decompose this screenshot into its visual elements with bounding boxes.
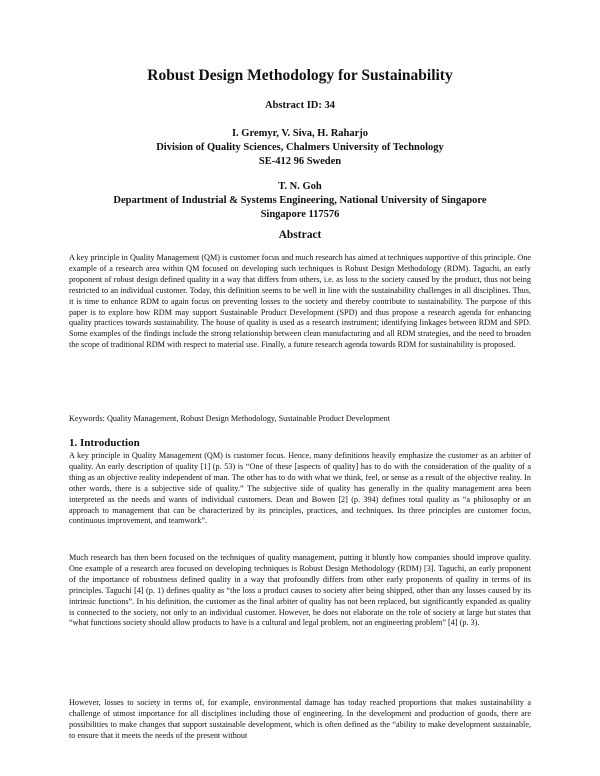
author-address: SE-412 96 Sweden xyxy=(258,156,342,167)
intro-paragraph: A key principle in Quality Management (QM) is customer focus. Hence, many definitions heavily emphasize the customer as an arbiter of quality. An early description of quality [1] (p. 53) is “One of these [aspects of quality] has to do with the consideration of the quality of a thing as an objective reality independent of man. The other has to do with what we think, feel, or sense as a result of the objective reality. In other words, there is a subjective side of quality.” The subjective side of quality has generally in the quality management area been interpreted as the needs and wants of individual customers. Dean and Bowen [2] (p. 394) defines total quality as “a philosophy or an approach to management that can be characterized by its principles, practices, and techniques. Its three principles are customer focus, continuous improvement, and teamwork”. xyxy=(69,451,531,526)
intro-paragraph: Much research has then been focused on the techniques of quality management, putting it bluntly how companies should improve quality. One example of a research area focused on developing techniques is Robust Design Methodology (RDM) [3]. Taguchi, an early proponent of the importance of robustness defined quality in a way that profoundly differs from other early proponents of quality in terms of its principles. Taguchi [4] (p. 1) defines quality as “the loss a product causes to society after being shipped, other than any losses caused by its intrinsic functions”. In his definition, the customer as the final arbiter of quality has not been replaced, but significantly expanded as quality is connected to the society, not only to an individual customer. However, he does not elaborate on the role of society at large but states that “what functions society should allow products to have is a cultural and legal problem, not an engineering problem” [4] (p. 3). xyxy=(69,553,531,628)
abstract-heading: Abstract xyxy=(278,229,322,241)
paper-title: Robust Design Methodology for Sustainability xyxy=(147,67,453,84)
abstract-body: A key principle in Quality Management (QM) is customer focus and much research has aimed at techniques supportive of this principle. One example of a research area within QM focused on developing such techniques is Robust Design Methodology (RDM). Taguchi, an early proponent of robust design defined quality in a way that differs from others, i.e. as loss to the society caused by the product, thus not being restricted to an individual customer. Today, this definition seems to be well in line with the sustainability challenges in all disciplines. Thus, it is time to enhance RDM to again focus on preventing losses to the society and thereby contribute to sustainability. The purpose of this paper is to explore how RDM may support Sustainable Product Development (SPD) and thus propose a research agenda for enhancing quality practices towards sustainability. The house of quality is used as a research instrument; identifying linkages between RDM and SPD. Some examples of the findings include the strong relationship between clean manufacturing and all RDM strategies, and the need to broaden the scope of traditional RDM with respect to material use. Finally, a future research agenda towards RDM for sustainability is proposed. xyxy=(69,253,532,350)
author-names: I. Gremyr, V. Siva, H. Raharjo xyxy=(231,128,369,139)
author-affiliation: Department of Industrial & Systems Engineering, National University of Singapore xyxy=(113,195,487,206)
author-block-1 xyxy=(0,127,600,169)
author-affiliation: Division of Quality Sciences, Chalmers University of Technology xyxy=(156,142,444,153)
author-block-2 xyxy=(0,180,600,222)
author-address: Singapore 117576 xyxy=(260,209,340,220)
abstract-id: Abstract ID: 34 xyxy=(265,100,335,111)
intro-paragraph: However, losses to society in terms of, for example, environmental damage has today reached proportions that makes sustainability a challenge of utmost importance for all disciplines including those of engineering. In the development and production of goods, there are possibilities to make changes that support sustainable development, which is often defined as the “ability to make development sustainable, to ensure that it meets the needs of the present without xyxy=(69,698,531,740)
keywords-line: Keywords: Quality Management, Robust Design Methodology, Sustainable Product Development xyxy=(69,414,391,423)
section-heading-introduction: 1. Introduction xyxy=(69,437,140,449)
author-names: T. N. Goh xyxy=(278,181,322,192)
